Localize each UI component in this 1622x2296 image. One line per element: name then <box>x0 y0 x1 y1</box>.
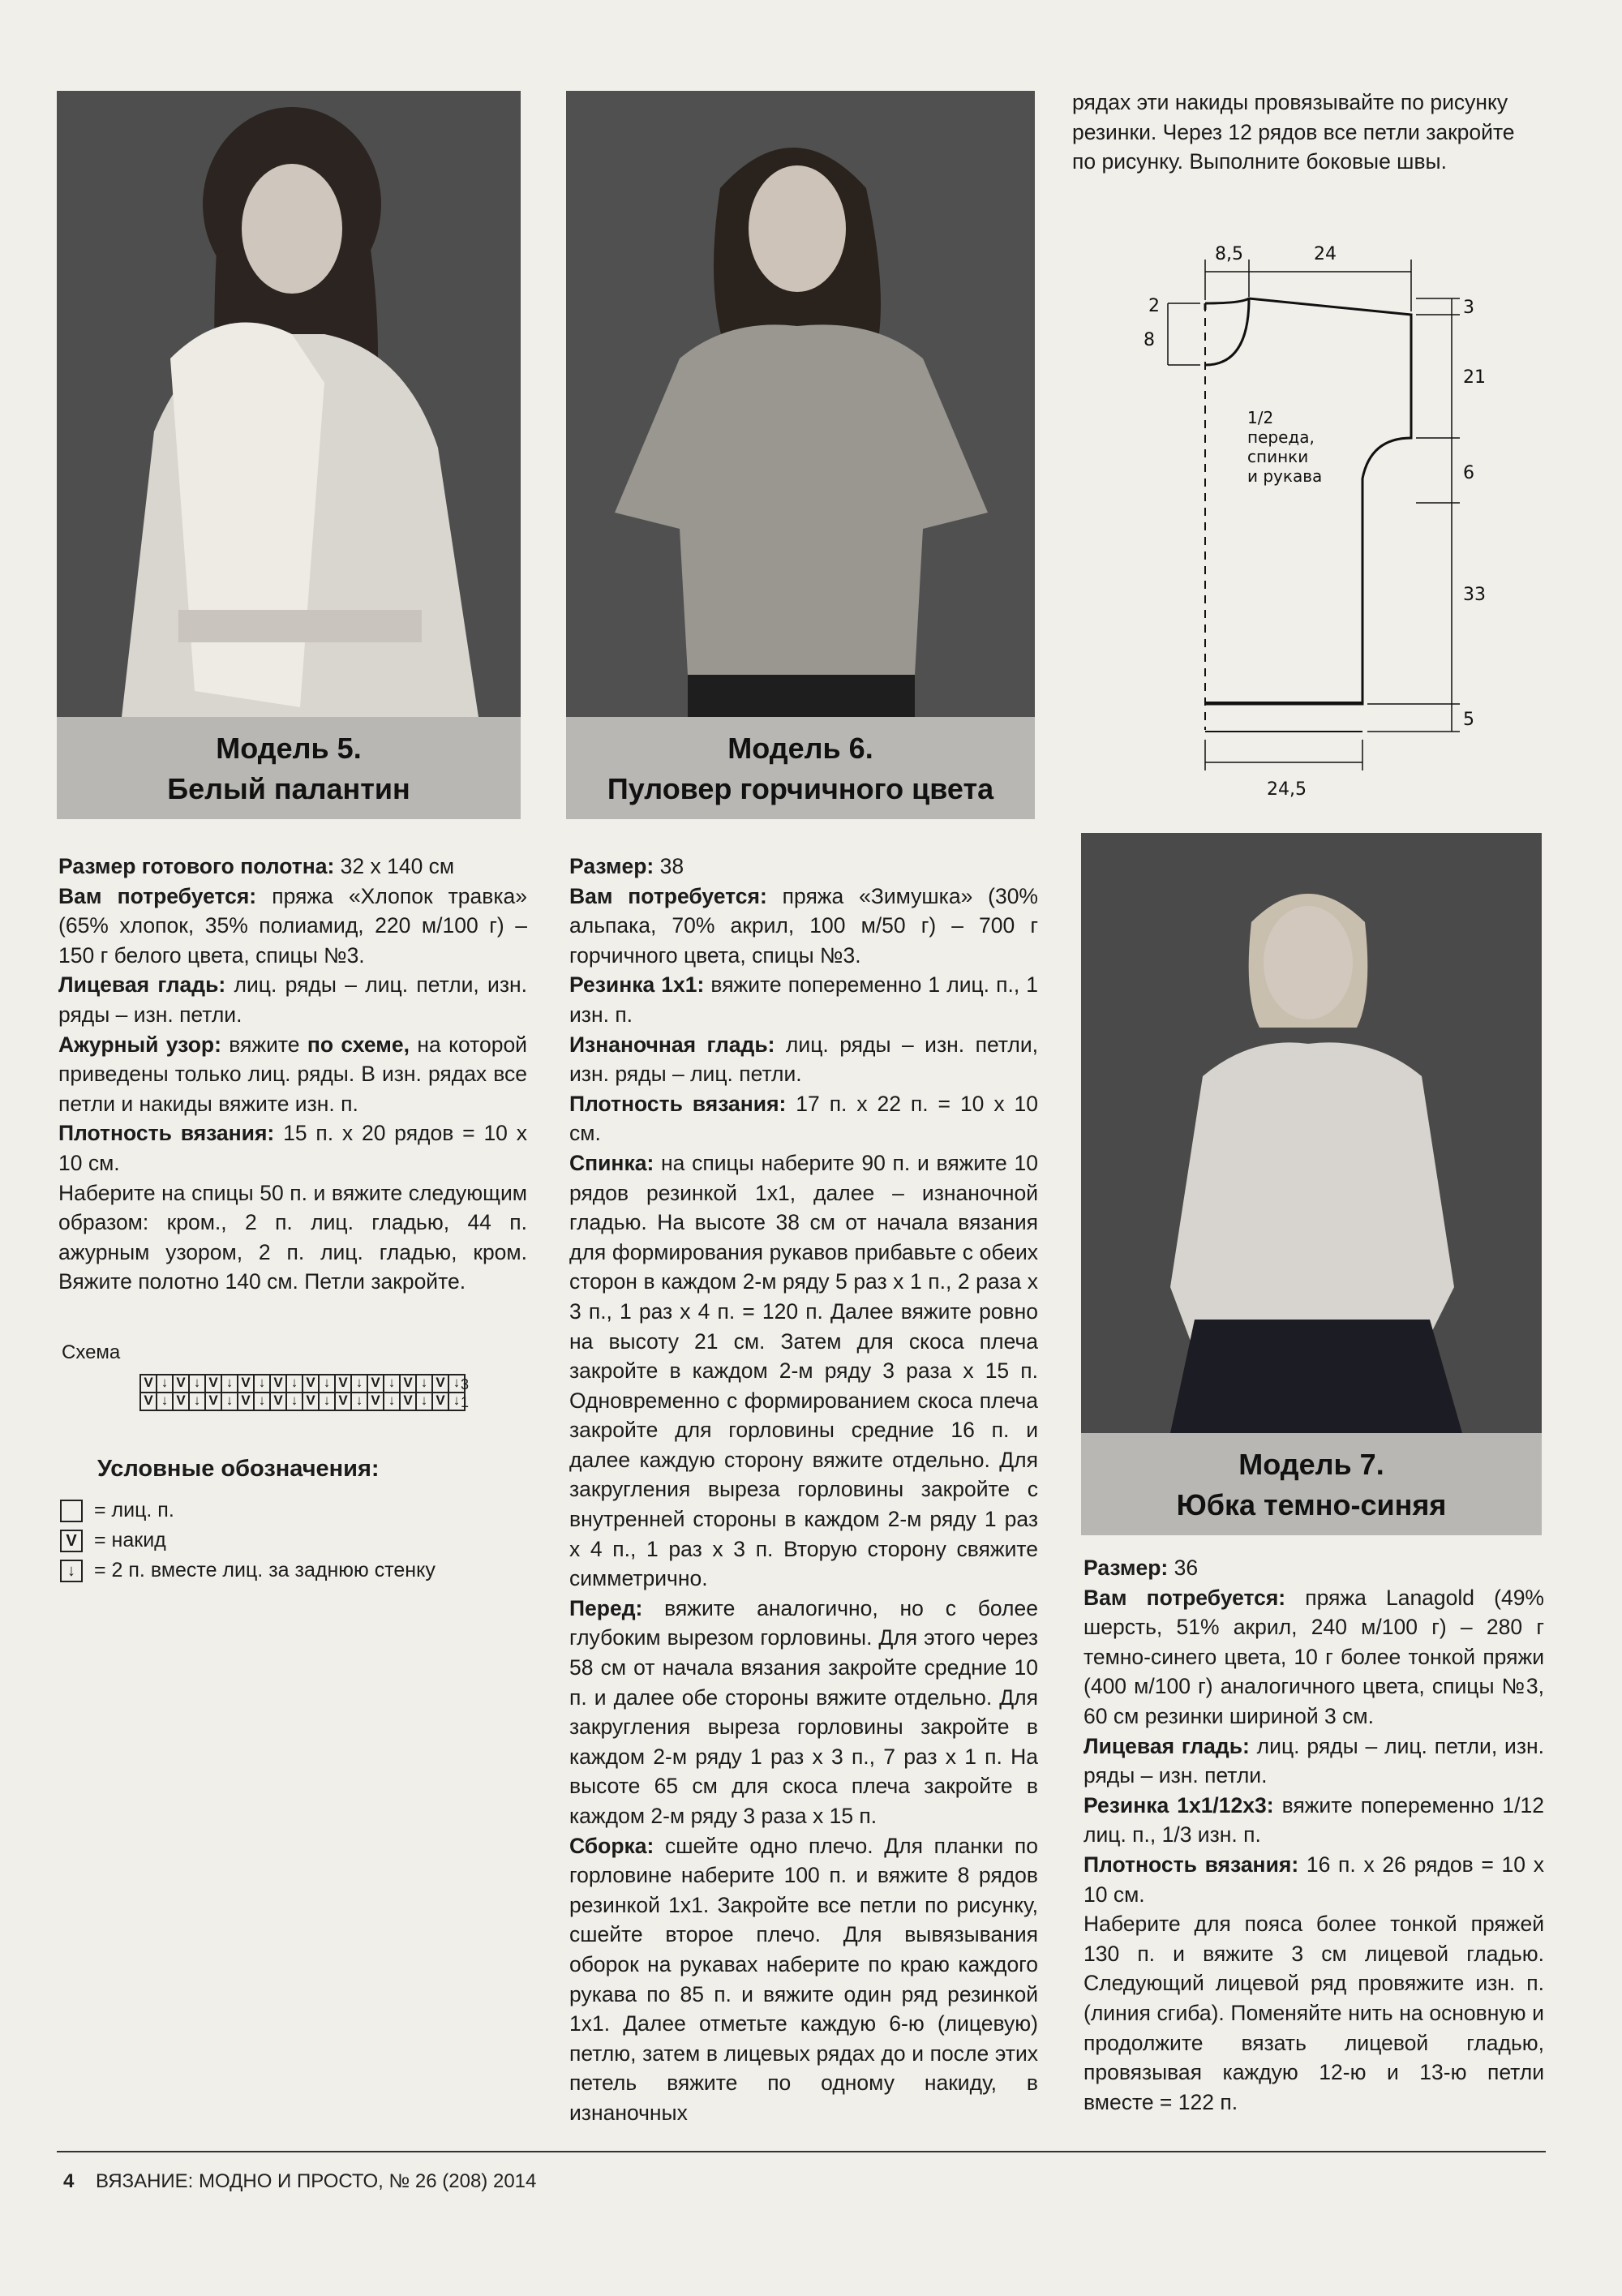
legend-title: Условные обозначения: <box>97 1456 380 1482</box>
model5-caption-number: Модель 5. <box>216 732 362 765</box>
scheme-cell: ↓ <box>222 1393 238 1411</box>
knit-stitch-icon <box>60 1500 83 1522</box>
model6-caption <box>566 717 1035 819</box>
scheme-cell: ↓ <box>255 1393 271 1411</box>
k2tog-tbl-icon: ↓ <box>60 1560 83 1582</box>
scheme-cell: V <box>401 1393 417 1411</box>
model6-front: Перед: вяжите аналогично, но с более глубоким вырезом горловины. Для этого через 58 см от начала вязания закройте средние 10 п. и далее обе стороны вяжите отдельно. Для закругления выреза горловины закройте в каждом 2-м ряду 1 раз х 3 п., 7 раз х 1 п. На высоте 65 см для скоса плеча закройте в каждом 2-м ряду 3 раза х 15 п. <box>569 1595 1038 1828</box>
scheme-cell: V <box>271 1375 287 1393</box>
model5-photo <box>57 91 521 717</box>
model6-continued: рядах эти накиды провязывайте по рисунку резинки. Через 12 рядов все петли закройте по рисунку. Выполните боковые швы. <box>1072 90 1515 174</box>
model7-materials: Вам потребуется: пряжа Lanagold (49% шерсть, 51% акрил, 240 м/100 г) – 280 г темно-синего цвета, 10 г более тонкой пряжи (400 м/100 г) аналогичного цвета, спицы №3, 60 см резинки шириной 3 см. <box>1083 1585 1544 1728</box>
scheme-cell: V <box>303 1375 320 1393</box>
model6-size: Размер: 38 <box>569 854 684 878</box>
dim-rib-height: 5 <box>1463 710 1474 730</box>
model6-materials: Вам потребуется: пряжа «Зимушка» (30% альпака, 70% акрил, 100 м/50 г) – 700 г горчичного цвета, спицы №3. <box>569 883 1038 968</box>
scheme-cell: ↓ <box>255 1375 271 1393</box>
scheme-cell: ↓ <box>190 1393 206 1411</box>
model6-density: Плотность вязания: 17 п. х 22 п. = 10 х 10 см. <box>569 1091 1038 1146</box>
scheme-cell: V <box>336 1393 352 1411</box>
model6-rib: Резинка 1х1: вяжите попеременно 1 лиц. п., 1 изн. п. <box>569 972 1039 1027</box>
dim-sleeve-height: 21 <box>1463 367 1486 388</box>
scheme-cell: V <box>368 1375 384 1393</box>
scheme-cell: ↓ <box>352 1393 368 1411</box>
legend-row-yarnover: V = накид <box>60 1529 166 1552</box>
model7-rib: Резинка 1х1/12х3: вяжите попеременно 1/12 лиц. п., 1/3 изн. п. <box>1083 1792 1544 1848</box>
scheme-cell: ↓ <box>384 1393 401 1411</box>
model6-text <box>569 852 1038 2128</box>
dim-body-height: 33 <box>1463 585 1486 605</box>
model7-instructions: Наберите для пояса более тонкой пряжей 130 п. и вяжите 3 см лицевой гладью. Следующий лицевой ряд провяжите изн. п. (линия сгиба). Поменяйте нить на основную и продолжите вязать лицевой гладью, провязывая каждую 12-ю и 13-ю петли вместе = 122 п. <box>1083 1912 1544 2114</box>
model6-photo <box>566 91 1035 717</box>
model6-pattern-diagram <box>1119 235 1492 803</box>
scheme-cell: V <box>174 1375 190 1393</box>
model5-materials: Вам потребуется: пряжа «Хлопок травка» (65% хлопок, 35% полиамид, 220 м/100 г) – 150 г белого цвета, спицы №3. <box>58 883 527 968</box>
dim-neck-width: 8,5 <box>1215 244 1243 264</box>
scheme-cell: V <box>303 1393 320 1411</box>
diagram-center-text-3: спинки <box>1247 447 1309 466</box>
scheme-cell: ↓ <box>384 1375 401 1393</box>
model7-stockinette: Лицевая гладь: лиц. ряды – лиц. петли, изн. ряды – изн. петли. <box>1083 1733 1544 1788</box>
model5-caption-name: Белый палантин <box>167 772 410 805</box>
model6-purl: Изнаночная гладь: лиц. ряды – изн. петли, изн. ряды – лиц. петли. <box>569 1032 1038 1087</box>
diagram-center-text-1: 1/2 <box>1247 408 1274 427</box>
model6-caption-name: Пуловер горчичного цвета <box>607 772 994 805</box>
scheme-cell: ↓ <box>449 1375 466 1393</box>
scheme-cell: ↓ <box>287 1375 303 1393</box>
scheme-cell: ↓ <box>287 1393 303 1411</box>
model5-density: Плотность вязания: 15 п. х 20 рядов = 10 х 10 см. <box>58 1121 527 1175</box>
model6-back: Спинка: на спицы наберите 90 п. и вяжите 10 рядов резинкой 1х1, далее – изнаночной гладью. На высоте 38 см от начала вязания для формирования рукавов прибавьте с обеих сторон в каждом 2-м ряду 5 раз х 1 п., 2 раза х 3 п., 1 раз х 4 п. = 120 п. Далее вяжите ровно на высоту 21 см. Затем для скоса плеча закройте в каждом 2-м ряду 3 раза х 15 п. Одновременно с формированием скоса плеча закройте для горловины средние 16 п. и далее каждую сторону вяжите отдельно. Для закругления выреза горловины закройте с внутренней стороны в каждом 2-м ряду 1 раз х 4 п., 1 раз х 3 п. Вторую сторону свяжите симметрично. <box>569 1150 1038 1591</box>
scheme-cell: V <box>336 1375 352 1393</box>
model7-density: Плотность вязания: 16 п. х 26 рядов = 10 х 10 см. <box>1083 1852 1544 1907</box>
yarnover-icon: V <box>60 1530 83 1552</box>
scheme-cell: V <box>174 1393 190 1411</box>
scheme-cell: V <box>141 1393 157 1411</box>
footer-rule <box>57 2151 1546 2152</box>
diagram-center-text-4: и рукава <box>1247 466 1323 486</box>
scheme-cell: ↓ <box>449 1393 466 1411</box>
dim-width: 24,5 <box>1267 779 1307 800</box>
scheme-cell: V <box>271 1393 287 1411</box>
model5-instructions: Наберите на спицы 50 п. и вяжите следующим образом: кром., 2 п. лиц. гладью, 44 п. ажурным узором, 2 п. лиц. гладью, кром. Вяжите полотно 140 см. Петли закройте. <box>58 1180 527 1294</box>
scheme-cell: V <box>433 1393 449 1411</box>
scheme-cell: ↓ <box>417 1393 433 1411</box>
model7-caption-name: Юбка темно-синяя <box>1176 1488 1447 1521</box>
scheme-cell: ↓ <box>190 1375 206 1393</box>
scheme-cell: ↓ <box>417 1375 433 1393</box>
scheme-cell: V <box>368 1393 384 1411</box>
model6-assembly: Сборка: сшейте одно плечо. Для планки по горловине наберите 100 п. и вяжите 8 рядов резинкой 1х1. Закройте все петли по рисунку, сшейте второе плечо. Для вывязывания оборок на рукавах наберите по краю каждого рукава по 85 п. и вяжите один ряд резинкой 1х1. Далее отметьте каждую 6-ю (лицевую) петлю, затем в лицевых рядах до и после этих петель вяжите по одному накиду, в изнаночных <box>569 1833 1038 2125</box>
scheme-cell: V <box>206 1393 222 1411</box>
scheme-row-number-3: 3 <box>461 1376 470 1393</box>
scheme-cell: ↓ <box>157 1393 174 1411</box>
model5-text <box>58 852 527 1297</box>
model6-caption-number: Модель 6. <box>727 732 873 765</box>
model7-size: Размер: 36 <box>1083 1556 1199 1580</box>
model7-caption-number: Модель 7. <box>1238 1448 1384 1481</box>
scheme-cell: ↓ <box>157 1375 174 1393</box>
scheme-cell: ↓ <box>320 1393 336 1411</box>
model7-photo <box>1081 833 1542 1433</box>
magazine-title: ВЯЗАНИЕ: МОДНО И ПРОСТО, № 26 (208) 2014 <box>96 2170 537 2192</box>
scheme-cell: ↓ <box>320 1375 336 1393</box>
legend-row-k2tog: ↓ = 2 п. вместе лиц. за заднюю стенку <box>60 1559 436 1582</box>
scheme-cell: V <box>401 1375 417 1393</box>
dim-shoulder-width: 24 <box>1314 244 1337 264</box>
dim-armhole: 6 <box>1463 463 1474 483</box>
scheme-label: Схема <box>62 1341 121 1363</box>
scheme-row-number-1: 1 <box>461 1394 470 1410</box>
dim-shoulder-slope: 3 <box>1463 298 1474 318</box>
dim-neck-depth: 8 <box>1144 330 1155 350</box>
scheme-cell: V <box>141 1375 157 1393</box>
page-number: 4 <box>63 2170 75 2192</box>
model7-caption <box>1081 1433 1542 1535</box>
scheme-cell: ↓ <box>352 1375 368 1393</box>
scheme-cell: V <box>238 1375 255 1393</box>
model5-stockinette: Лицевая гладь: лиц. ряды – лиц. петли, изн. ряды – изн. петли. <box>58 972 528 1027</box>
model7-text <box>1083 1553 1544 2117</box>
diagram-center-text-2: переда, <box>1247 427 1315 447</box>
dim-neck-drop: 2 <box>1148 296 1160 316</box>
lace-scheme <box>139 1374 466 1411</box>
footer <box>63 2170 536 2193</box>
model5-lace: Ажурный узор: вяжите по схеме, на которой приведены только лиц. ряды. В изн. рядах все петли и накиды вяжите изн. п. <box>58 1032 527 1116</box>
scheme-cell: ↓ <box>222 1375 238 1393</box>
model5-caption <box>57 717 521 819</box>
scheme-cell: V <box>238 1393 255 1411</box>
scheme-cell: V <box>206 1375 222 1393</box>
legend-row-knit: = лиц. п. <box>60 1499 174 1522</box>
scheme-cell: V <box>433 1375 449 1393</box>
model5-size: Размер готового полотна: 32 х 140 см <box>58 854 455 878</box>
